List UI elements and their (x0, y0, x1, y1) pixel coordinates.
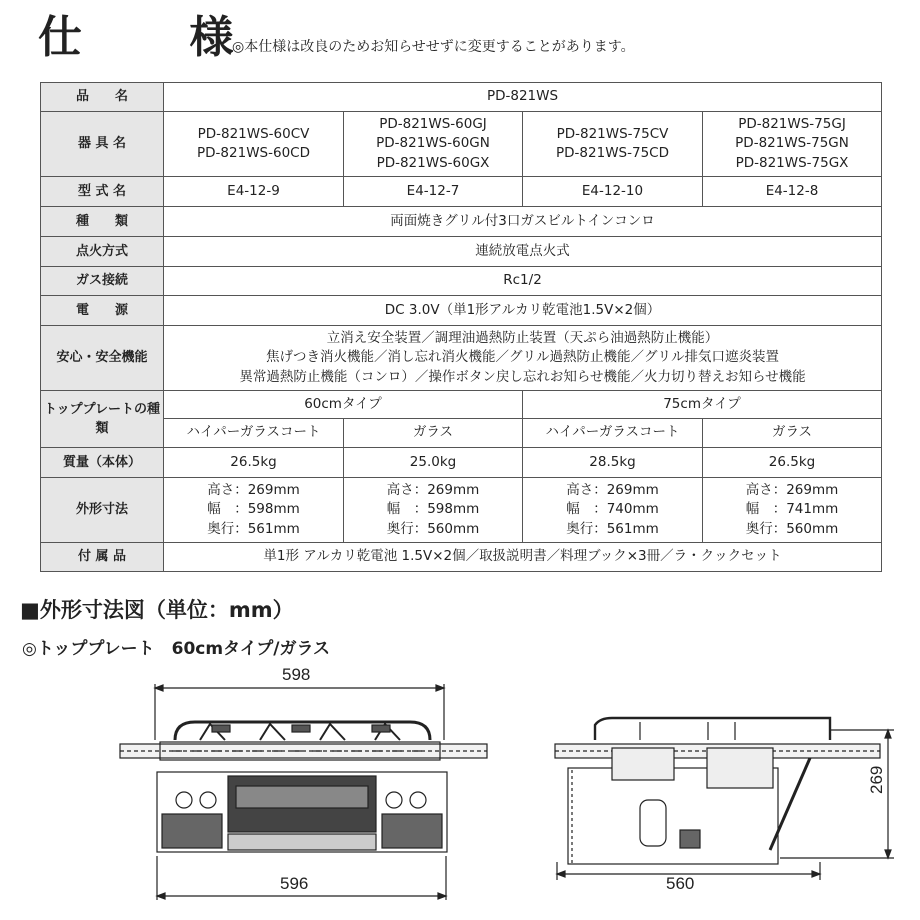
dimension-cell-2: 高さ：269mm 幅 ：598mm 奥行：560mm (344, 478, 523, 543)
spec-notice: ◎本仕様は改良のためお知らせせずに変更することがあります。 (232, 39, 635, 55)
label-gas-connection: ガス接続 (41, 267, 164, 296)
label-dimensions: 外形寸法 (41, 478, 164, 543)
value-gas-connection: Rc1/2 (164, 267, 882, 296)
model-cell-1: PD-821WS-60CV PD-821WS-60CD (164, 112, 344, 177)
top-plate-material-1: ハイパーガラスコート (164, 419, 344, 448)
model-cell-2: PD-821WS-60GJ PD-821WS-60GN PD-821WS-60GX (344, 112, 523, 177)
label-ignition: 点火方式 (41, 237, 164, 267)
weight-cell-3: 28.5kg (523, 448, 703, 478)
page-title: 仕 様 (38, 12, 280, 63)
model-cell-3: PD-821WS-75CV PD-821WS-75CD (523, 112, 703, 177)
dim-front-bottom-width: 596 (280, 874, 309, 893)
model-cell-4: PD-821WS-75GJ PD-821WS-75GN PD-821WS-75GX (703, 112, 882, 177)
label-top-plate: トッププレートの種類 (41, 391, 164, 448)
label-model-names: 器 具 名 (41, 112, 164, 177)
type-cell-3: E4-12-10 (523, 177, 703, 207)
dimension-cell-1: 高さ：269mm 幅 ：598mm 奥行：561mm (164, 478, 344, 543)
drawing-subtitle: ◎トッププレート 60cmタイプ/ガラス (22, 639, 330, 659)
weight-cell-4: 26.5kg (703, 448, 882, 478)
top-plate-size-60: 60cmタイプ (164, 391, 523, 419)
top-plate-size-75: 75cmタイプ (523, 391, 882, 419)
type-cell-4: E4-12-8 (703, 177, 882, 207)
type-cell-2: E4-12-7 (344, 177, 523, 207)
label-safety: 安心・安全機能 (41, 326, 164, 391)
weight-cell-1: 26.5kg (164, 448, 344, 478)
dim-front-top-width: 598 (282, 665, 311, 684)
label-weight: 質量（本体） (41, 448, 164, 478)
dim-side-depth: 560 (666, 874, 695, 893)
dimension-cell-3: 高さ：269mm 幅 ：740mm 奥行：561mm (523, 478, 703, 543)
dim-side-height: 269 (867, 765, 886, 794)
type-cell-1: E4-12-9 (164, 177, 344, 207)
top-plate-material-3: ハイパーガラスコート (523, 419, 703, 448)
top-plate-material-2: ガラス (344, 419, 523, 448)
label-kind: 種 類 (41, 207, 164, 237)
section-title-dimensions: ■外形寸法図（単位：mm） (20, 598, 294, 622)
value-safety: 立消え安全装置／調理油過熱防止装置（天ぷら油過熱防止機能） 焦げつき消火機能／消し忘れ消火機能／グリル過熱防止機能／グリル排気口遮炎装置 異常過熱防止機能（コンロ）／操作ボタン戻し忘れお知らせ機能／火力切り替えお知らせ機能 (164, 326, 882, 391)
label-type-names: 型 式 名 (41, 177, 164, 207)
weight-cell-2: 25.0kg (344, 448, 523, 478)
top-plate-material-4: ガラス (703, 419, 882, 448)
value-power: DC 3.0V（単1形アルカリ乾電池1.5V×2個） (164, 296, 882, 326)
label-accessories: 付 属 品 (41, 543, 164, 572)
value-accessories: 単1形 アルカリ乾電池 1.5V×2個／取扱説明書／料理ブック×3冊／ラ・クックセット (164, 543, 882, 572)
value-kind: 両面焼きグリル付3口ガスビルトインコンロ (164, 207, 882, 237)
label-product-name: 品 名 (41, 83, 164, 112)
dimension-cell-4: 高さ：269mm 幅 ：741mm 奥行：560mm (703, 478, 882, 543)
label-power: 電 源 (41, 296, 164, 326)
value-ignition: 連続放電点火式 (164, 237, 882, 267)
value-product-name: PD-821WS (164, 83, 882, 112)
